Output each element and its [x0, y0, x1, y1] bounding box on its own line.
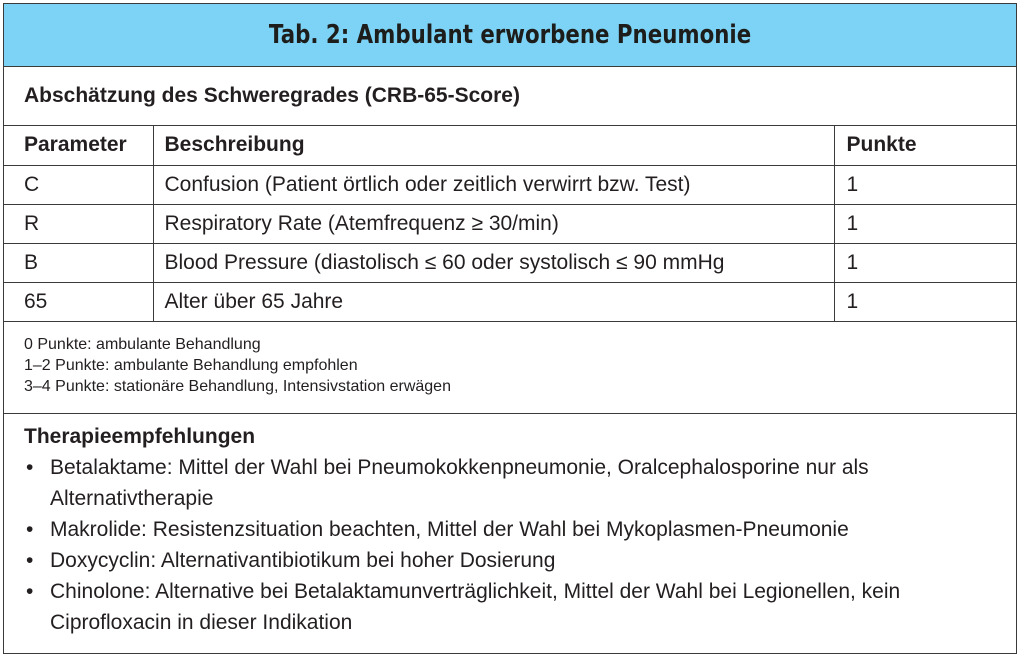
list-item: [24, 545, 1016, 576]
bullet-icon: •: [26, 517, 34, 541]
list-item: [24, 452, 1016, 514]
row-points: 1: [834, 282, 1016, 321]
row-description: Confusion (Patient örtlich oder zeitlich verwirrt bzw. Test): [153, 165, 834, 204]
table-row: [4, 204, 1016, 243]
list-item-text: Doxycyclin: Alternativantibiotikum bei hoher Dosierung: [50, 548, 556, 572]
therapy-heading: Therapieempfehlungen: [24, 424, 256, 448]
header-points: Punkte: [834, 126, 1016, 165]
row-description: Blood Pressure (diastolisch ≤ 60 oder systolisch ≤ 90 mmHg: [153, 243, 834, 282]
list-item-text: Chinolone: Alternative bei Betalaktamunverträglichkeit, Mittel der Wahl bei Legionellen, kein Ciprofloxacin in dieser Indikation: [50, 579, 901, 634]
bullet-icon: •: [26, 548, 34, 572]
row-points: 1: [834, 204, 1016, 243]
row-points: 1: [834, 165, 1016, 204]
legend-line: 0 Punkte: ambulante Behandlung: [24, 335, 261, 353]
row-parameter: C: [4, 165, 153, 204]
row-points: 1: [834, 243, 1016, 282]
table-row: [4, 165, 1016, 204]
row-description: Respiratory Rate (Atemfrequenz ≥ 30/min): [153, 204, 834, 243]
header-parameter: Parameter: [4, 126, 153, 165]
severity-section-heading: Abschätzung des Schweregrades (CRB-65-Score): [4, 67, 1016, 126]
row-parameter: R: [4, 204, 153, 243]
legend-line: 3–4 Punkte: stationäre Behandlung, Intensivstation erwägen: [24, 377, 451, 395]
list-item: [24, 576, 1016, 638]
list-item-text: Betalaktame: Mittel der Wahl bei Pneumokokkenpneumonie, Oralcephalosporine nur als Alternativtherapie: [50, 455, 869, 510]
pneumonia-table: [3, 3, 1017, 654]
table-header-row: [4, 126, 1016, 165]
list-item-text: Makrolide: Resistenzsituation beachten, Mittel der Wahl bei Mykoplasmen-Pneumonie: [50, 517, 849, 541]
title-bar: [4, 4, 1016, 67]
list-item: [24, 514, 1016, 545]
row-parameter: B: [4, 243, 153, 282]
row-description: Alter über 65 Jahre: [153, 282, 834, 321]
table-row: [4, 243, 1016, 282]
table-row: [4, 282, 1016, 321]
legend-line: 1–2 Punkte: ambulante Behandlung empfohlen: [24, 356, 358, 374]
therapy-recommendations: [4, 414, 1016, 638]
table-title: Tab. 2: Ambulant erworbene Pneumonie: [268, 20, 752, 50]
bullet-icon: •: [26, 579, 34, 603]
bullet-icon: •: [26, 455, 34, 479]
therapy-list: [24, 452, 1016, 638]
crb65-score-table: [4, 126, 1016, 322]
score-legend: [4, 322, 1016, 414]
row-parameter: 65: [4, 282, 153, 321]
header-description: Beschreibung: [153, 126, 834, 165]
